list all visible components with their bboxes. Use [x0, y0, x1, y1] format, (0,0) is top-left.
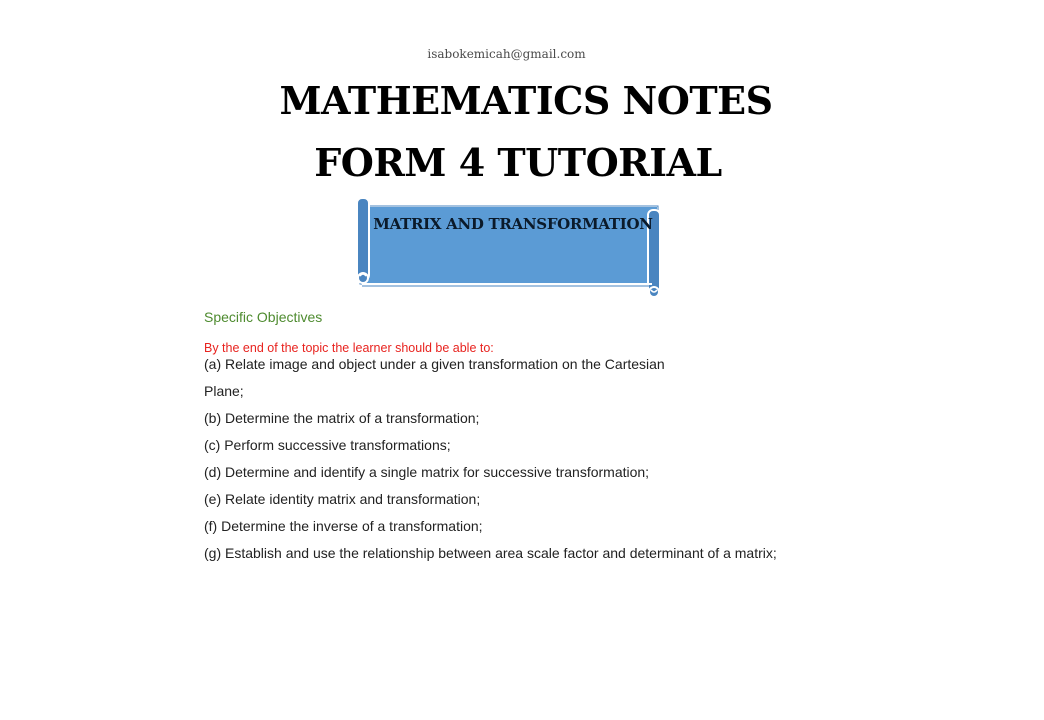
author-email: isabokemicah@gmail.com: [427, 47, 586, 61]
objective-item: (d) Determine and identify a single matrix for successive transformation;: [204, 464, 650, 480]
objectives-intro: By the end of the topic the learner should be able to:: [204, 341, 494, 355]
scroll-banner-shape: [352, 194, 664, 302]
section-heading: Specific Objectives: [204, 309, 323, 325]
document-title: MATHEMATICS NOTES: [279, 78, 773, 123]
objective-item: (f) Determine the inverse of a transformation;: [204, 518, 483, 534]
topic-title: MATRIX AND TRANSFORMATION: [373, 215, 653, 233]
objective-item: (a) Relate image and object under a given transformation on the Cartesian: [204, 356, 665, 372]
objective-item: Plane;: [204, 383, 244, 399]
objective-item: (c) Perform successive transformations;: [204, 437, 451, 453]
objective-item: (b) Determine the matrix of a transformation;: [204, 410, 480, 426]
objectives-list: [204, 356, 777, 572]
document-subtitle: FORM 4 TUTORIAL: [314, 140, 722, 185]
topic-scroll-banner: [352, 194, 664, 302]
objective-item: (g) Establish and use the relationship between area scale factor and determinant of a matrix;: [204, 545, 777, 561]
objective-item: (e) Relate identity matrix and transformation;: [204, 491, 481, 507]
